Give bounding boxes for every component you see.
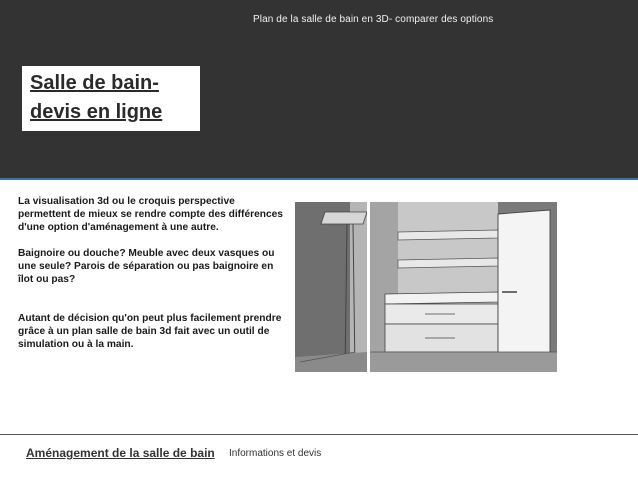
bathroom-3d-render-image	[295, 202, 557, 372]
title-line-1: Salle de bain-	[30, 72, 159, 94]
title-line-2: devis en ligne	[30, 101, 163, 123]
footer-info: Informations et devis	[229, 448, 322, 459]
paragraph-decision: Autant de décision qu'on peut plus facilement prendre grâce à un plan salle de bain 3d fait avec un outil de simulation ou à la main.	[18, 313, 282, 350]
title-box	[22, 66, 200, 131]
paragraph-visualisation: La visualisation 3d ou le croquis perspective permettent de mieux se rendre compte des différences d'une option d'aménagement à une autre.	[18, 196, 283, 233]
footer-divider	[0, 434, 638, 435]
header-band	[0, 0, 638, 180]
header-subtitle: Plan de la salle de bain en 3D- comparer des options	[253, 14, 494, 25]
paragraph-options: Baignoire ou douche? Meuble avec deux vasques ou une seule? Parois de séparation ou pas baignoire en îlot ou pas?	[18, 248, 275, 285]
footer-link-amenagement[interactable]: Aménagement de la salle de bain	[26, 446, 215, 460]
body-text	[18, 195, 288, 364]
